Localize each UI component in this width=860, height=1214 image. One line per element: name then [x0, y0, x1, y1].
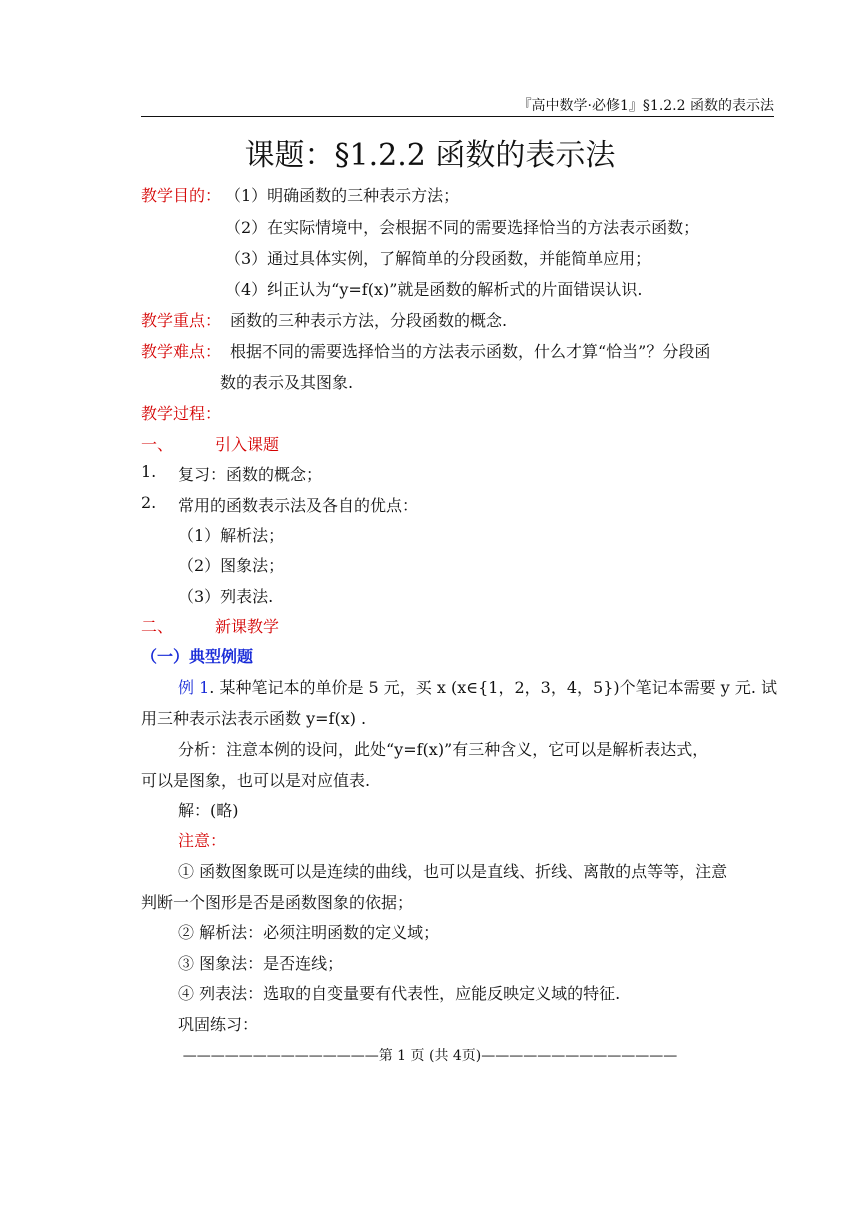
- header-rule: [141, 116, 774, 117]
- note-text: 图象法：是否连线；: [199, 954, 344, 973]
- note-item: [178, 859, 727, 882]
- example-text: . 某种笔记本的单价是 5 元，买 x (x∈{1，2，3，4，5})个笔记本需要 y 元. 试: [209, 678, 777, 697]
- key-points-label: 教学重点：: [141, 311, 222, 330]
- sub-item: （1）解析法；: [178, 526, 285, 545]
- page-header: 『高中数学·必修1』§1.2.2 函数的表示法: [517, 98, 774, 114]
- page-footer: ——————————————第 1 页 (共 4页)——————————————: [182, 1048, 678, 1064]
- list-item-number: 1.: [141, 462, 157, 481]
- note-text-cont: 判断一个图形是否是函数图象的依据；: [141, 893, 414, 912]
- note-text: 列表法：选取的自变量要有代表性，应能反映定义域的特征.: [199, 984, 621, 1003]
- note-marker: ②: [178, 923, 195, 942]
- process-label: 教学过程：: [141, 404, 222, 423]
- section1-title: 引入课题: [215, 435, 280, 454]
- section1-number: 一、: [141, 435, 174, 454]
- list-item: 复习：函数的概念；: [178, 465, 323, 484]
- solution-text: 解：(略): [178, 801, 239, 820]
- difficulties-label: 教学难点：: [141, 342, 222, 361]
- note-marker: ①: [178, 862, 195, 881]
- difficulties-text-cont: 数的表示及其图象.: [220, 373, 354, 392]
- objectives-label: 教学目的：: [141, 186, 222, 205]
- subsection-title: （一）典型例题: [141, 647, 254, 666]
- note-item: [178, 981, 620, 1004]
- objective-item: （2）在实际情境中，会根据不同的需要选择恰当的方法表示函数；: [225, 218, 700, 237]
- note-item: [178, 951, 343, 974]
- analysis-text: 分析：注意本例的设问，此处“y=f(x)”有三种含义，它可以是解析表达式，: [178, 740, 709, 759]
- note-marker: ③: [178, 954, 195, 973]
- note-text: 函数图象既可以是连续的曲线，也可以是直线、折线、离散的点等等，注意: [199, 862, 728, 881]
- list-item-number: 2.: [141, 493, 157, 512]
- sub-item: （3）列表法.: [178, 587, 274, 606]
- difficulties-text: 根据不同的需要选择恰当的方法表示函数，什么才算“恰当”？分段函: [230, 342, 711, 361]
- objective-item: （3）通过具体实例，了解简单的分段函数，并能简单应用；: [225, 249, 652, 268]
- practice-label: 巩固练习：: [178, 1015, 259, 1034]
- example-text-cont: 用三种表示法表示函数 y=f(x) .: [141, 709, 367, 728]
- page-title: 课题：§1.2.2 函数的表示法: [244, 138, 616, 173]
- section2-title: 新课教学: [215, 617, 280, 636]
- note-item: [178, 920, 439, 943]
- analysis-text-cont: 可以是图象，也可以是对应值表.: [141, 771, 371, 790]
- list-item: 常用的函数表示法及各自的优点：: [178, 496, 419, 515]
- objective-item: （4）纠正认为“y=f(x)”就是函数的解析式的片面错误认识.: [225, 280, 643, 299]
- section2-number: 二、: [141, 617, 174, 636]
- objective-item: （1）明确函数的三种表示方法；: [225, 186, 460, 205]
- note-text: 解析法：必须注明函数的定义域；: [199, 923, 440, 942]
- example-line: [178, 675, 777, 698]
- sub-item: （2）图象法；: [178, 556, 285, 575]
- example-label: 例 1: [178, 678, 210, 697]
- key-points-text: 函数的三种表示方法，分段函数的概念.: [230, 311, 508, 330]
- note-marker: ④: [178, 984, 195, 1003]
- note-label: 注意：: [178, 831, 227, 850]
